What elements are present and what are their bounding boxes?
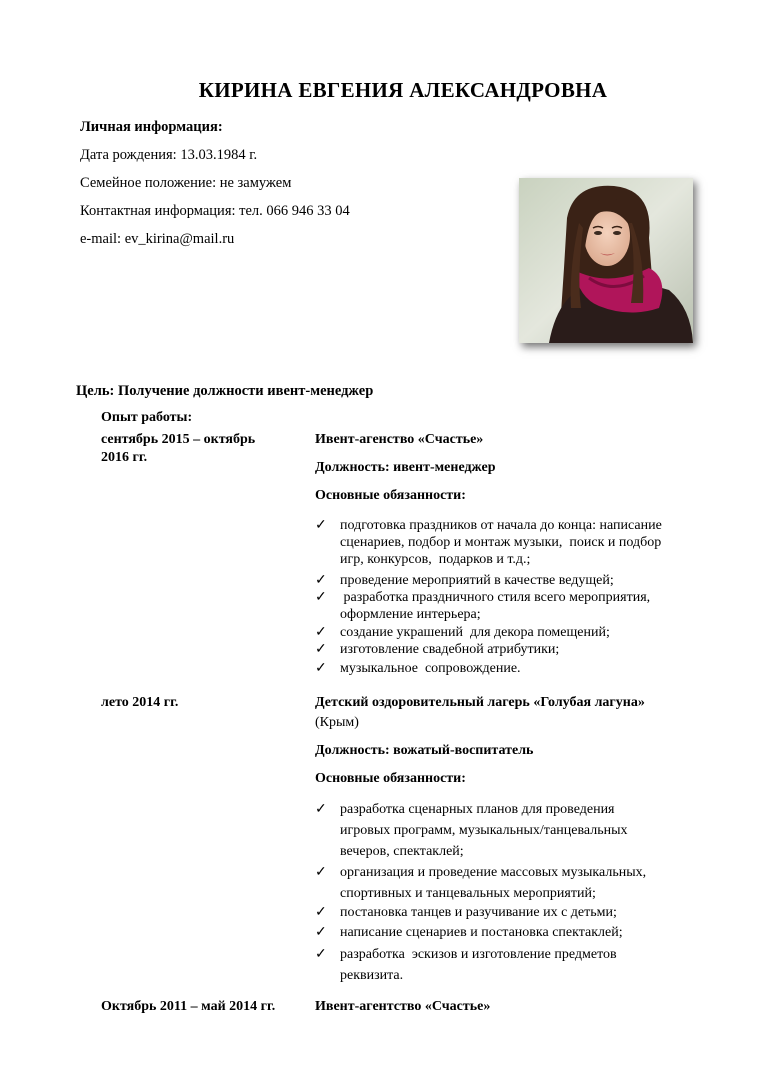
job-organization: Ивент-агентство «Счастье»	[315, 999, 491, 1014]
check-icon: ✓	[315, 642, 327, 657]
marital-status: Семейное положение: не замужем	[80, 175, 292, 191]
experience-heading: Опыт работы:	[101, 410, 193, 425]
check-icon: ✓	[315, 661, 327, 676]
personal-info-heading: Личная информация:	[80, 119, 223, 135]
duties-heading: Основные обязанности:	[315, 771, 466, 786]
email: e-mail: ev_kirina@mail.ru	[80, 231, 235, 247]
job-organization-location: (Крым)	[315, 715, 359, 730]
check-icon: ✓	[315, 573, 327, 588]
career-goal: Цель: Получение должности ивент-менеджер	[76, 383, 374, 399]
check-icon: ✓	[315, 518, 327, 533]
contact-phone: Контактная информация: тел. 066 946 33 04	[80, 203, 350, 219]
job-period: Октябрь 2011 – май 2014 гг.	[101, 999, 276, 1014]
check-icon: ✓	[315, 802, 327, 817]
check-icon: ✓	[315, 905, 327, 920]
portrait-icon	[519, 178, 693, 343]
portrait-photo	[519, 178, 693, 343]
job-period-cont: 2016 гг.	[101, 450, 148, 465]
resume-name: КИРИНА ЕВГЕНИЯ АЛЕКСАНДРОВНА	[198, 78, 608, 102]
job-position: Должность: ивент-менеджер	[315, 460, 496, 475]
birth-date: Дата рождения: 13.03.1984 г.	[80, 147, 258, 163]
check-icon: ✓	[315, 947, 327, 962]
job-period: сентябрь 2015 – октябрь	[101, 432, 256, 447]
check-icon: ✓	[315, 865, 327, 880]
duties-heading: Основные обязанности:	[315, 488, 466, 503]
job-organization: Ивент-агенство «Счастье»	[315, 432, 484, 447]
job-period: лето 2014 гг.	[101, 695, 179, 710]
job-position: Должность: вожатый-воспитатель	[315, 743, 534, 758]
job-organization: Детский оздоровительный лагерь «Голубая лагуна»	[315, 695, 645, 710]
check-icon: ✓	[315, 590, 327, 605]
check-icon: ✓	[315, 925, 327, 940]
check-icon: ✓	[315, 625, 327, 640]
